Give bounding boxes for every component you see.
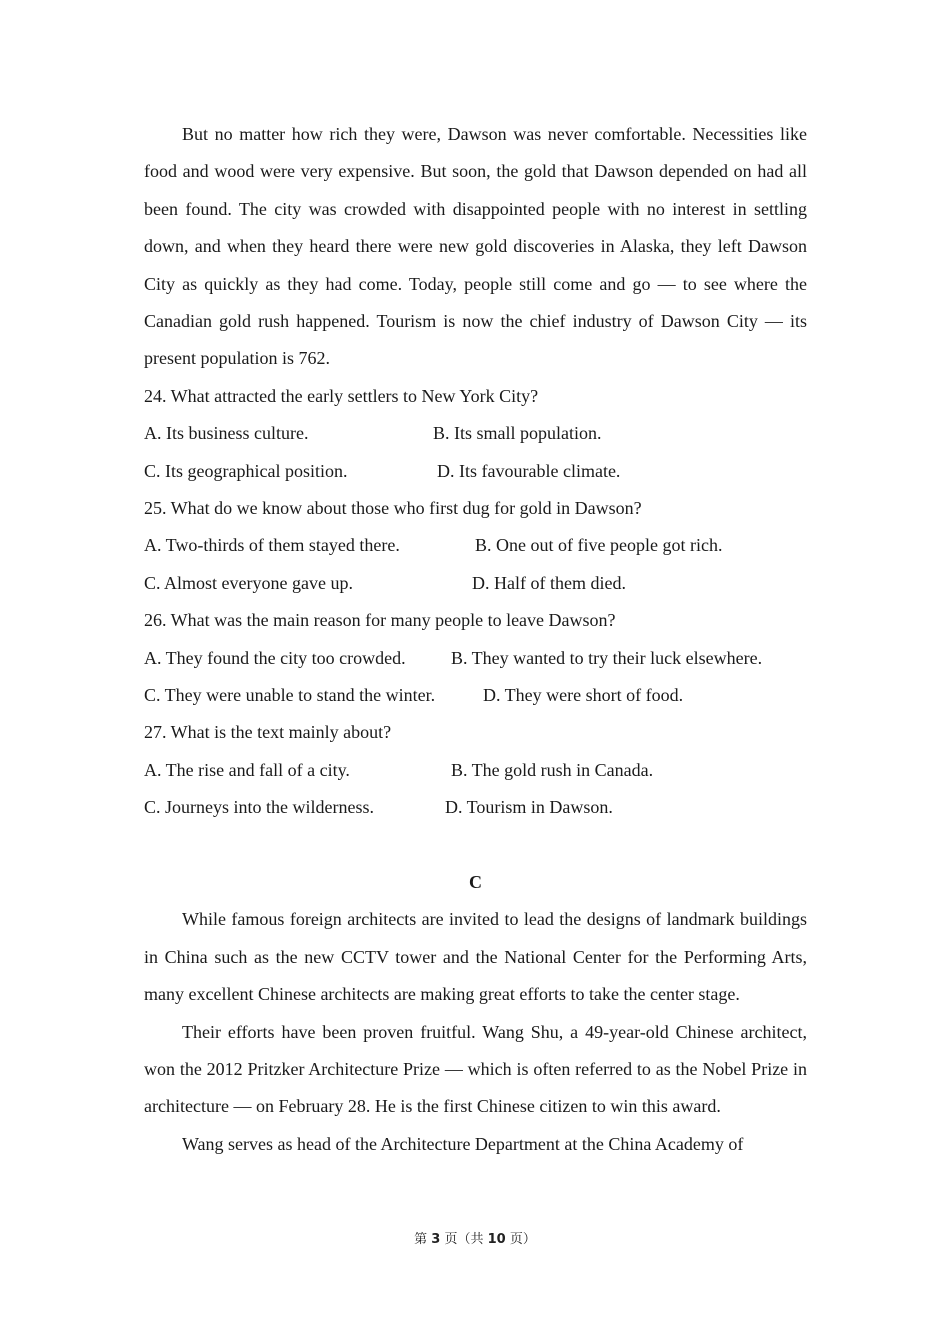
footer-total-pages: 10 <box>487 1232 506 1247</box>
question-24-options-row-2 <box>144 453 807 490</box>
question-25-option-b: B. One out of five people got rich. <box>475 535 723 556</box>
question-26-stem: 26. What was the main reason for many people to leave Dawson? <box>144 610 616 631</box>
question-27-option-d: D. Tourism in Dawson. <box>445 797 613 818</box>
question-26-option-a: A. They found the city too crowded. <box>144 647 406 668</box>
footer-prefix: 第 <box>414 1232 428 1247</box>
question-25-options-row-1 <box>144 527 807 564</box>
question-26-option-c: C. They were unable to stand the winter. <box>144 685 436 706</box>
footer-middle: 页（共 <box>444 1232 484 1247</box>
section-spacer <box>144 827 807 864</box>
question-24-option-d: D. Its favourable climate. <box>437 460 621 481</box>
section-c-paragraph-3: Wang serves as head of the Architecture Department at the China Academy of <box>182 1133 744 1154</box>
question-25-option-c: C. Almost everyone gave up. <box>144 572 353 593</box>
question-26-option-d: D. They were short of food. <box>483 685 684 706</box>
footer-page-number: 3 <box>431 1232 441 1247</box>
section-c-paragraph-1: While famous foreign architects are invited to lead the designs of landmark buildings in China such as the new CCTV tower and the National Center for the Performing Arts, many excellent Chinese architects are making great efforts to take the center stage. <box>144 909 807 1005</box>
question-27-options-row-2 <box>144 789 807 826</box>
page-content <box>144 116 807 1163</box>
question-24-option-a: A. Its business culture. <box>144 423 309 444</box>
question-24-option-c: C. Its geographical position. <box>144 460 348 481</box>
question-27-options-row-1 <box>144 752 807 789</box>
question-26-options-row-1 <box>144 640 807 677</box>
question-27-option-a: A. The rise and fall of a city. <box>144 759 350 780</box>
question-27-option-c: C. Journeys into the wilderness. <box>144 797 374 818</box>
footer-suffix: 页） <box>509 1232 536 1247</box>
question-27-stem: 27. What is the text mainly about? <box>144 722 392 743</box>
question-24-stem: 24. What attracted the early settlers to New York City? <box>144 385 539 406</box>
question-25-stem: 25. What do we know about those who first dug for gold in Dawson? <box>144 498 642 519</box>
question-25-option-a: A. Two-thirds of them stayed there. <box>144 535 400 556</box>
question-26-options-row-2 <box>144 677 807 714</box>
question-24-option-b: B. Its small population. <box>433 423 602 444</box>
question-25-options-row-2 <box>144 565 807 602</box>
passage-b-paragraph: But no matter how rich they were, Dawson was never comfortable. Necessities like food and wood were very expensive. But soon, the gold that Dawson depended on had all been found. The city was crowded with disappointed people with no interest in settling down, and when they heard there were new gold discoveries in Alaska, they left Dawson City as quickly as they had come. Today, people still come and go — to see where the Canadian gold rush happened. Tourism is now the chief industry of Dawson City — its present population is 762. <box>144 124 807 369</box>
question-26-option-b: B. They wanted to try their luck elsewhere. <box>451 647 763 668</box>
question-24-options-row-1 <box>144 415 807 452</box>
question-27-option-b: B. The gold rush in Canada. <box>451 759 654 780</box>
question-25-option-d: D. Half of them died. <box>472 572 626 593</box>
section-c-paragraph-2: Their efforts have been proven fruitful. Wang Shu, a 49-year-old Chinese architect, won the 2012 Pritzker Architecture Prize — which is often referred to as the Nobel Prize in architecture — on February 28. He is the first Chinese citizen to win this award. <box>144 1021 807 1117</box>
section-c-title: C <box>469 871 482 892</box>
page-footer <box>0 1228 950 1247</box>
